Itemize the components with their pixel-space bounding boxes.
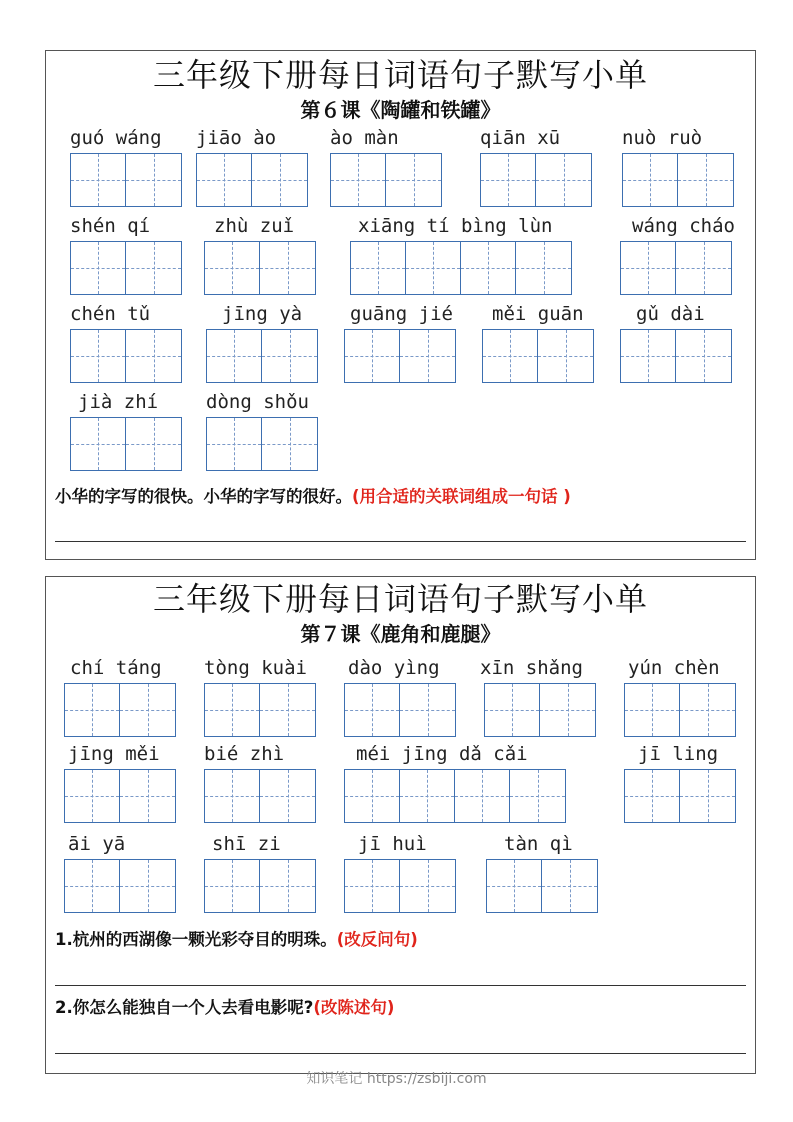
sheet-title: 三年级下册每日词语句子默写小单 — [152, 56, 648, 94]
worksheet-lesson-7 — [45, 576, 756, 1074]
pinyin-label: xīn shǎng — [480, 657, 583, 679]
writing-grid[interactable] — [70, 417, 182, 471]
pinyin-label: dào yìng — [348, 657, 440, 679]
exercise-hint: (改反问句) — [336, 930, 418, 949]
writing-grid[interactable] — [64, 859, 176, 913]
writing-grid[interactable] — [482, 329, 594, 383]
answer-line[interactable] — [55, 541, 746, 542]
pinyin-label: bié zhì — [204, 743, 285, 765]
writing-grid[interactable] — [204, 859, 316, 913]
sheet-title: 三年级下册每日词语句子默写小单 — [152, 580, 648, 618]
answer-line[interactable] — [55, 1053, 746, 1054]
pinyin-label: jià zhí — [78, 391, 159, 413]
writing-grid[interactable] — [204, 683, 316, 737]
exercise-sentence — [55, 996, 394, 1020]
pinyin-label: guāng jié — [350, 303, 453, 325]
pinyin-label: zhù zuǐ — [214, 215, 295, 237]
writing-grid[interactable] — [64, 769, 176, 823]
pinyin-label: nuò ruò — [622, 127, 703, 149]
exercise-text: 2.你怎么能独自一个人去看电影呢? — [55, 998, 314, 1017]
exercise-sentence — [55, 485, 571, 509]
pinyin-label: shī zi — [212, 833, 281, 855]
exercise-text: 小华的字写的很快。小华的字写的很好。 — [55, 487, 352, 506]
pinyin-label: chí táng — [70, 657, 162, 679]
footer-watermark: 知识笔记 https://zsbiji.com — [306, 1071, 487, 1087]
lesson-title: 第７课《鹿角和鹿腿》 — [300, 622, 501, 646]
writing-grid[interactable] — [486, 859, 598, 913]
exercise-hint: (用合适的关联词组成一句话 ) — [352, 487, 571, 506]
pinyin-label: dòng shǒu — [206, 391, 309, 413]
pinyin-label: jī ling — [638, 743, 719, 765]
writing-grid[interactable] — [620, 329, 732, 383]
writing-grid[interactable] — [70, 241, 182, 295]
pinyin-label: qiān xū — [480, 127, 561, 149]
writing-grid[interactable] — [624, 769, 736, 823]
writing-grid[interactable] — [204, 769, 316, 823]
pinyin-label: guó wáng — [70, 127, 162, 149]
pinyin-label: shén qí — [70, 215, 151, 237]
writing-grid[interactable] — [64, 683, 176, 737]
writing-grid[interactable] — [344, 329, 456, 383]
writing-grid[interactable] — [344, 683, 456, 737]
pinyin-label: gǔ dài — [636, 303, 705, 325]
pinyin-label: méi jīng dǎ cǎi — [356, 743, 528, 765]
writing-grid[interactable] — [330, 153, 442, 207]
pinyin-label: tòng kuài — [204, 657, 307, 679]
writing-grid[interactable] — [206, 329, 318, 383]
worksheet-lesson-6 — [45, 50, 756, 560]
answer-line[interactable] — [55, 985, 746, 986]
writing-grid[interactable] — [204, 241, 316, 295]
writing-grid[interactable] — [344, 769, 566, 823]
writing-grid[interactable] — [484, 683, 596, 737]
writing-grid[interactable] — [620, 241, 732, 295]
writing-grid[interactable] — [624, 683, 736, 737]
pinyin-label: ào màn — [330, 127, 399, 149]
exercise-text: 1.杭州的西湖像一颗光彩夺目的明珠。 — [55, 930, 337, 949]
writing-grid[interactable] — [344, 859, 456, 913]
pinyin-label: jiāo ào — [196, 127, 277, 149]
pinyin-label: tàn qì — [504, 833, 573, 855]
exercise-hint: (改陈述句) — [313, 998, 395, 1017]
writing-grid[interactable] — [70, 329, 182, 383]
lesson-title: 第６课《陶罐和铁罐》 — [300, 98, 501, 122]
pinyin-label: chén tǔ — [70, 303, 151, 325]
pinyin-label: wáng cháo — [632, 215, 735, 237]
writing-grid[interactable] — [70, 153, 182, 207]
pinyin-label: jīng yà — [222, 303, 303, 325]
pinyin-label: āi yā — [68, 833, 126, 855]
exercise-sentence — [55, 928, 418, 952]
pinyin-label: yún chèn — [628, 657, 720, 679]
writing-grid[interactable] — [622, 153, 734, 207]
writing-grid[interactable] — [196, 153, 308, 207]
writing-grid[interactable] — [206, 417, 318, 471]
writing-grid[interactable] — [480, 153, 592, 207]
writing-grid[interactable] — [350, 241, 572, 295]
pinyin-label: jīng měi — [68, 743, 160, 765]
word-item — [620, 215, 744, 297]
pinyin-label: xiāng tí bìng lùn — [358, 215, 553, 237]
pinyin-label: jī huì — [358, 833, 427, 855]
pinyin-label: měi guān — [492, 303, 584, 325]
